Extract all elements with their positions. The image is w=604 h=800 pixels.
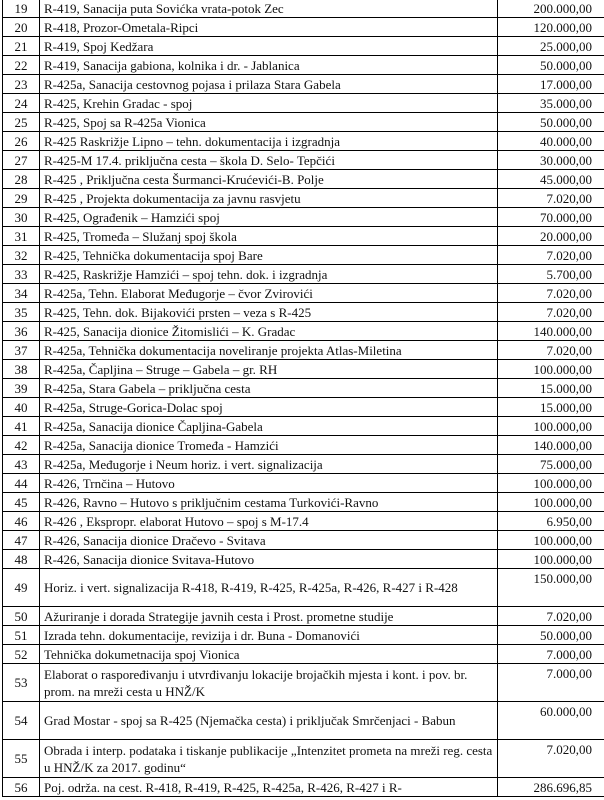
table-row [3,740,604,778]
row-amount: 140.000,00 [498,436,604,455]
table-row [3,284,604,303]
row-number: 31 [3,227,40,246]
row-amount: 20.000,00 [498,227,604,246]
row-description: R-425a, Stara Gabela – priključna cesta [40,379,498,398]
row-number: 54 [3,702,40,740]
table-row [3,550,604,569]
row-description: R-418, Prozor-Ometala-Ripci [40,18,498,37]
row-number: 30 [3,208,40,227]
table-row [3,417,604,436]
row-description: R-425a, Međugorje i Neum horiz. i vert. signalizacija [40,455,498,474]
table-row [3,379,604,398]
table-row [3,512,604,531]
row-description: R-426, Sanacija dionice Dračevo - Svitava [40,531,498,550]
row-amount: 50.000,00 [498,626,604,645]
row-amount: 7.020,00 [498,189,604,208]
table-row [3,208,604,227]
row-amount: 45.000,00 [498,170,604,189]
row-number: 46 [3,512,40,531]
table-row [3,265,604,284]
row-description: R-425, Spoj sa R-425a Vionica [40,113,498,132]
row-description: R-425a, Tehnička dokumentacija noveliranje projekta Atlas-Miletina [40,341,498,360]
row-number: 40 [3,398,40,417]
row-amount: 100.000,00 [498,360,604,379]
row-description: R-426, Ravno – Hutovo s priključnim cestama Turkovići-Ravno [40,493,498,512]
table-row [3,132,604,151]
row-amount: 70.000,00 [498,208,604,227]
row-amount: 35.000,00 [498,94,604,113]
table-row [3,455,604,474]
row-number: 22 [3,56,40,75]
table-row [3,645,604,664]
table-row [3,664,604,702]
row-number: 43 [3,455,40,474]
row-amount: 60.000,00 [498,702,604,740]
row-number: 56 [3,778,40,797]
row-description: R-425 , Projekta dokumentacija za javnu rasvjetu [40,189,498,208]
row-amount: 7.000,00 [498,664,604,702]
table-row [3,531,604,550]
row-number: 28 [3,170,40,189]
table-row [3,702,604,740]
row-number: 55 [3,740,40,778]
row-number: 23 [3,75,40,94]
table-row [3,18,604,37]
row-description: R-425, Ograđenik – Hamzići spoj [40,208,498,227]
row-amount: 286.696,85 [498,778,604,797]
table-row [3,0,604,18]
row-amount: 15.000,00 [498,379,604,398]
table-row [3,626,604,645]
table-row [3,607,604,626]
table-row [3,170,604,189]
row-amount: 100.000,00 [498,417,604,436]
document-page [2,0,604,797]
row-amount: 30.000,00 [498,151,604,170]
row-amount: 5.700,00 [498,265,604,284]
row-number: 48 [3,550,40,569]
row-amount: 6.950,00 [498,512,604,531]
row-description: R-425, Tehn. dok. Bijakovići prsten – veza s R-425 [40,303,498,322]
row-description: Elaborat o raspoređivanju i utvrđivanju lokacije brojačkih mjesta i kont. i pov. br. prom. na mreži cesta u HNŽ/K [40,664,498,702]
row-description: Poj. održa. na cest. R-418, R-419, R-425, R-425a, R-426, R-427 i R- [40,778,498,797]
budget-table [2,0,604,797]
table-row [3,113,604,132]
table-row [3,322,604,341]
row-description: Horiz. i vert. signalizacija R-418, R-419, R-425, R-425a, R-426, R-427 i R-428 [40,569,498,607]
row-number: 35 [3,303,40,322]
row-amount: 100.000,00 [498,550,604,569]
row-description: R-419, Sanacija puta Sovićka vrata-potok Zec [40,0,498,18]
row-amount: 150.000,00 [498,569,604,607]
row-number: 51 [3,626,40,645]
row-description: R-425, Krehin Gradac - spoj [40,94,498,113]
row-description: R-425 Raskrižje Lipno – tehn. dokumentacija i izgradnja [40,132,498,151]
row-description: Obrada i interp. podataka i tiskanje publikacije „Intenzitet prometa na mreži reg. cesta u HNŽ/K za 2017. godinu“ [40,740,498,778]
row-number: 50 [3,607,40,626]
row-number: 52 [3,645,40,664]
row-amount: 7.020,00 [498,303,604,322]
row-number: 21 [3,37,40,56]
table-row [3,778,604,797]
table-body [3,0,604,797]
row-number: 32 [3,246,40,265]
row-amount: 50.000,00 [498,56,604,75]
row-number: 45 [3,493,40,512]
row-amount: 7.020,00 [498,341,604,360]
row-amount: 100.000,00 [498,493,604,512]
table-row [3,341,604,360]
row-amount: 7.020,00 [498,284,604,303]
row-number: 19 [3,0,40,18]
row-number: 24 [3,94,40,113]
row-description: R-425 , Priključna cesta Šurmanci-Krućevići-B. Polje [40,170,498,189]
row-number: 53 [3,664,40,702]
table-row [3,151,604,170]
table-row [3,227,604,246]
row-amount: 120.000,00 [498,18,604,37]
table-row [3,56,604,75]
table-row [3,436,604,455]
row-number: 34 [3,284,40,303]
row-amount: 40.000,00 [498,132,604,151]
row-description: R-426, Sanacija dionice Svitava-Hutovo [40,550,498,569]
row-amount: 7.020,00 [498,740,604,778]
row-amount: 50.000,00 [498,113,604,132]
table-row [3,569,604,607]
row-description: R-426 , Ekspropr. elaborat Hutovo – spoj s M-17.4 [40,512,498,531]
row-description: R-425a, Struge-Gorica-Dolac spoj [40,398,498,417]
row-description: Tehnička dokumetnacija spoj Vionica [40,645,498,664]
table-row [3,94,604,113]
row-description: Ažuriranje i dorada Strategije javnih cesta i Prost. prometne studije [40,607,498,626]
table-row [3,303,604,322]
row-number: 47 [3,531,40,550]
row-number: 20 [3,18,40,37]
row-number: 25 [3,113,40,132]
row-description: R-425a, Čapljina – Struge – Gabela – gr. RH [40,360,498,379]
row-amount: 200.000,00 [498,0,604,18]
row-description: R-426, Trnčina – Hutovo [40,474,498,493]
row-number: 39 [3,379,40,398]
row-number: 26 [3,132,40,151]
row-amount: 15.000,00 [498,398,604,417]
row-description: R-425, Sanacija dionice Žitomislići – K. Gradac [40,322,498,341]
row-amount: 140.000,00 [498,322,604,341]
table-row [3,360,604,379]
row-amount: 100.000,00 [498,474,604,493]
row-description: R-425, Tromeđa – Služanj spoj škola [40,227,498,246]
row-amount: 7.020,00 [498,246,604,265]
table-row [3,398,604,417]
table-row [3,246,604,265]
row-description: R-419, Sanacija gabiona, kolnika i dr. - Jablanica [40,56,498,75]
row-number: 49 [3,569,40,607]
row-amount: 17.000,00 [498,75,604,94]
row-description: R-425, Tehnička dokumentacija spoj Bare [40,246,498,265]
row-description: R-425a, Sanacija dionice Čapljina-Gabela [40,417,498,436]
row-number: 37 [3,341,40,360]
row-number: 41 [3,417,40,436]
row-description: R-425, Raskrižje Hamzići – spoj tehn. dok. i izgradnja [40,265,498,284]
row-description: R-419, Spoj Kedžara [40,37,498,56]
row-description: Grad Mostar - spoj sa R-425 (Njemačka cesta) i priključak Smrčenjaci - Babun [40,702,498,740]
row-amount: 7.000,00 [498,645,604,664]
row-amount: 100.000,00 [498,531,604,550]
table-row [3,493,604,512]
row-number: 27 [3,151,40,170]
row-description: R-425a, Sanacija cestovnog pojasa i prilaza Stara Gabela [40,75,498,94]
row-number: 29 [3,189,40,208]
row-amount: 75.000,00 [498,455,604,474]
table-row [3,189,604,208]
row-number: 38 [3,360,40,379]
row-description: R-425-M 17.4. priključna cesta – škola D. Selo- Tepčići [40,151,498,170]
row-number: 42 [3,436,40,455]
row-description: Izrada tehn. dokumentacije, revizija i dr. Buna - Domanovići [40,626,498,645]
table-row [3,474,604,493]
table-row [3,75,604,94]
row-amount: 7.020,00 [498,607,604,626]
table-row [3,37,604,56]
row-description: R-425a, Tehn. Elaborat Međugorje – čvor Zvirovići [40,284,498,303]
row-description: R-425a, Sanacija dionice Tromeđa - Hamzići [40,436,498,455]
row-number: 33 [3,265,40,284]
row-amount: 25.000,00 [498,37,604,56]
row-number: 44 [3,474,40,493]
row-number: 36 [3,322,40,341]
